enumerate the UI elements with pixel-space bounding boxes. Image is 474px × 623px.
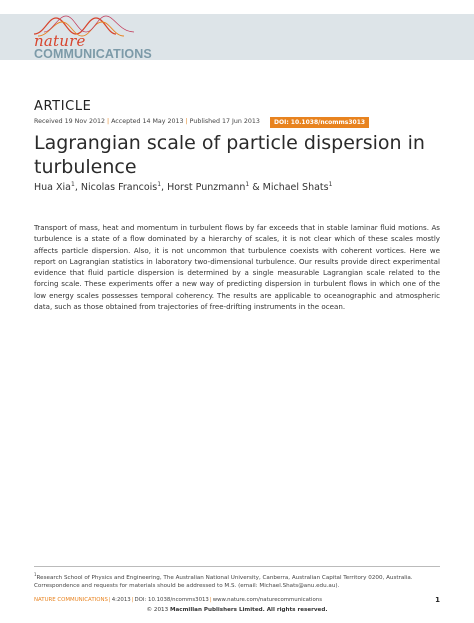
article-title: Lagrangian scale of particle dispersion in turbulence [34, 132, 425, 178]
page-number: 1 [435, 596, 440, 604]
author-affiliation-marker: 1 [245, 181, 250, 188]
footnote-divider [34, 566, 440, 567]
article-type-label: ARTICLE [34, 99, 92, 114]
received-date: Received 19 Nov 2012 [34, 118, 105, 125]
published-date: Published 17 Jun 2013 [189, 118, 260, 125]
journal-logo[interactable] [28, 14, 198, 60]
footer-journal-name: NATURE COMMUNICATIONS [34, 597, 108, 603]
page-footer [34, 597, 440, 603]
affiliation-marker: 1 [34, 572, 37, 577]
author-name[interactable]: Michael Shats [262, 182, 329, 194]
doi-badge[interactable]: DOI: 10.1038/ncomms3013 [270, 117, 369, 128]
affiliation-text: Research School of Physics and Engineering, The Australian National University, Canberra, Australian Capital Territory 0200, Australia. Correspondence and requests for materials should be addressed to M.S. (email: Michael.Shats@anu.edu.au). [34, 574, 413, 589]
copyright-prefix: © 2013 [146, 607, 170, 613]
author-name[interactable]: Nicolas Francois [80, 182, 158, 194]
author-affiliation-marker: 1 [157, 181, 162, 188]
date-separator: | [185, 118, 188, 125]
author-separator: , [161, 182, 168, 194]
footer-separator: | [209, 597, 212, 603]
author-separator: & [249, 182, 263, 194]
footer-doi[interactable]: DOI: 10.1038/ncomms3013 [134, 597, 209, 603]
accepted-date: Accepted 14 May 2013 [111, 118, 184, 125]
abstract: Transport of mass, heat and momentum in turbulent flows by far exceeds that in stable laminar fluid motions. As turbulence is a state of a flow dominated by a hierarchy of scales, it is not clear which of these scales mostly affects particle dispersion. Also, it is not uncommon that turbulence coexists with coherent vortices. Here we report on Lagrangian statistics in laboratory two-dimensional turbulence. Our results provide direct experimental evidence that fluid particle dispersion is determined by a single measurable Lagrangian scale related to the forcing scale. These experiments offer a new way of predicting dispersion in turbulent flows in which one of the low energy scales possesses temporal coherency. The results are applicable to oceanographic and atmospheric data, such as those obtained from trajectories of free-drifting instruments in the ocean. [34, 223, 440, 312]
logo-nature-text: nature [34, 32, 86, 50]
author-name[interactable]: Hua Xia [34, 182, 71, 194]
date-separator: | [106, 118, 110, 125]
author-list [34, 181, 332, 193]
author-affiliation-marker: 1 [328, 181, 333, 188]
footer-url[interactable]: www.nature.com/naturecommunications [212, 597, 323, 603]
author-affiliation-marker: 1 [70, 181, 75, 188]
article-dates [34, 118, 260, 125]
author-separator: , [74, 182, 81, 194]
affiliation-footnote [34, 571, 444, 590]
author-name[interactable]: Horst Punzmann [167, 182, 246, 194]
footer-separator: | [108, 597, 111, 603]
logo-communications-text: COMMUNICATIONS [34, 47, 152, 61]
footer-separator: | [131, 597, 134, 603]
copyright-holder: Macmillan Publishers Limited. All rights reserved. [169, 607, 328, 613]
footer-volume: 4:2013 [111, 597, 131, 603]
copyright-notice [0, 607, 474, 613]
